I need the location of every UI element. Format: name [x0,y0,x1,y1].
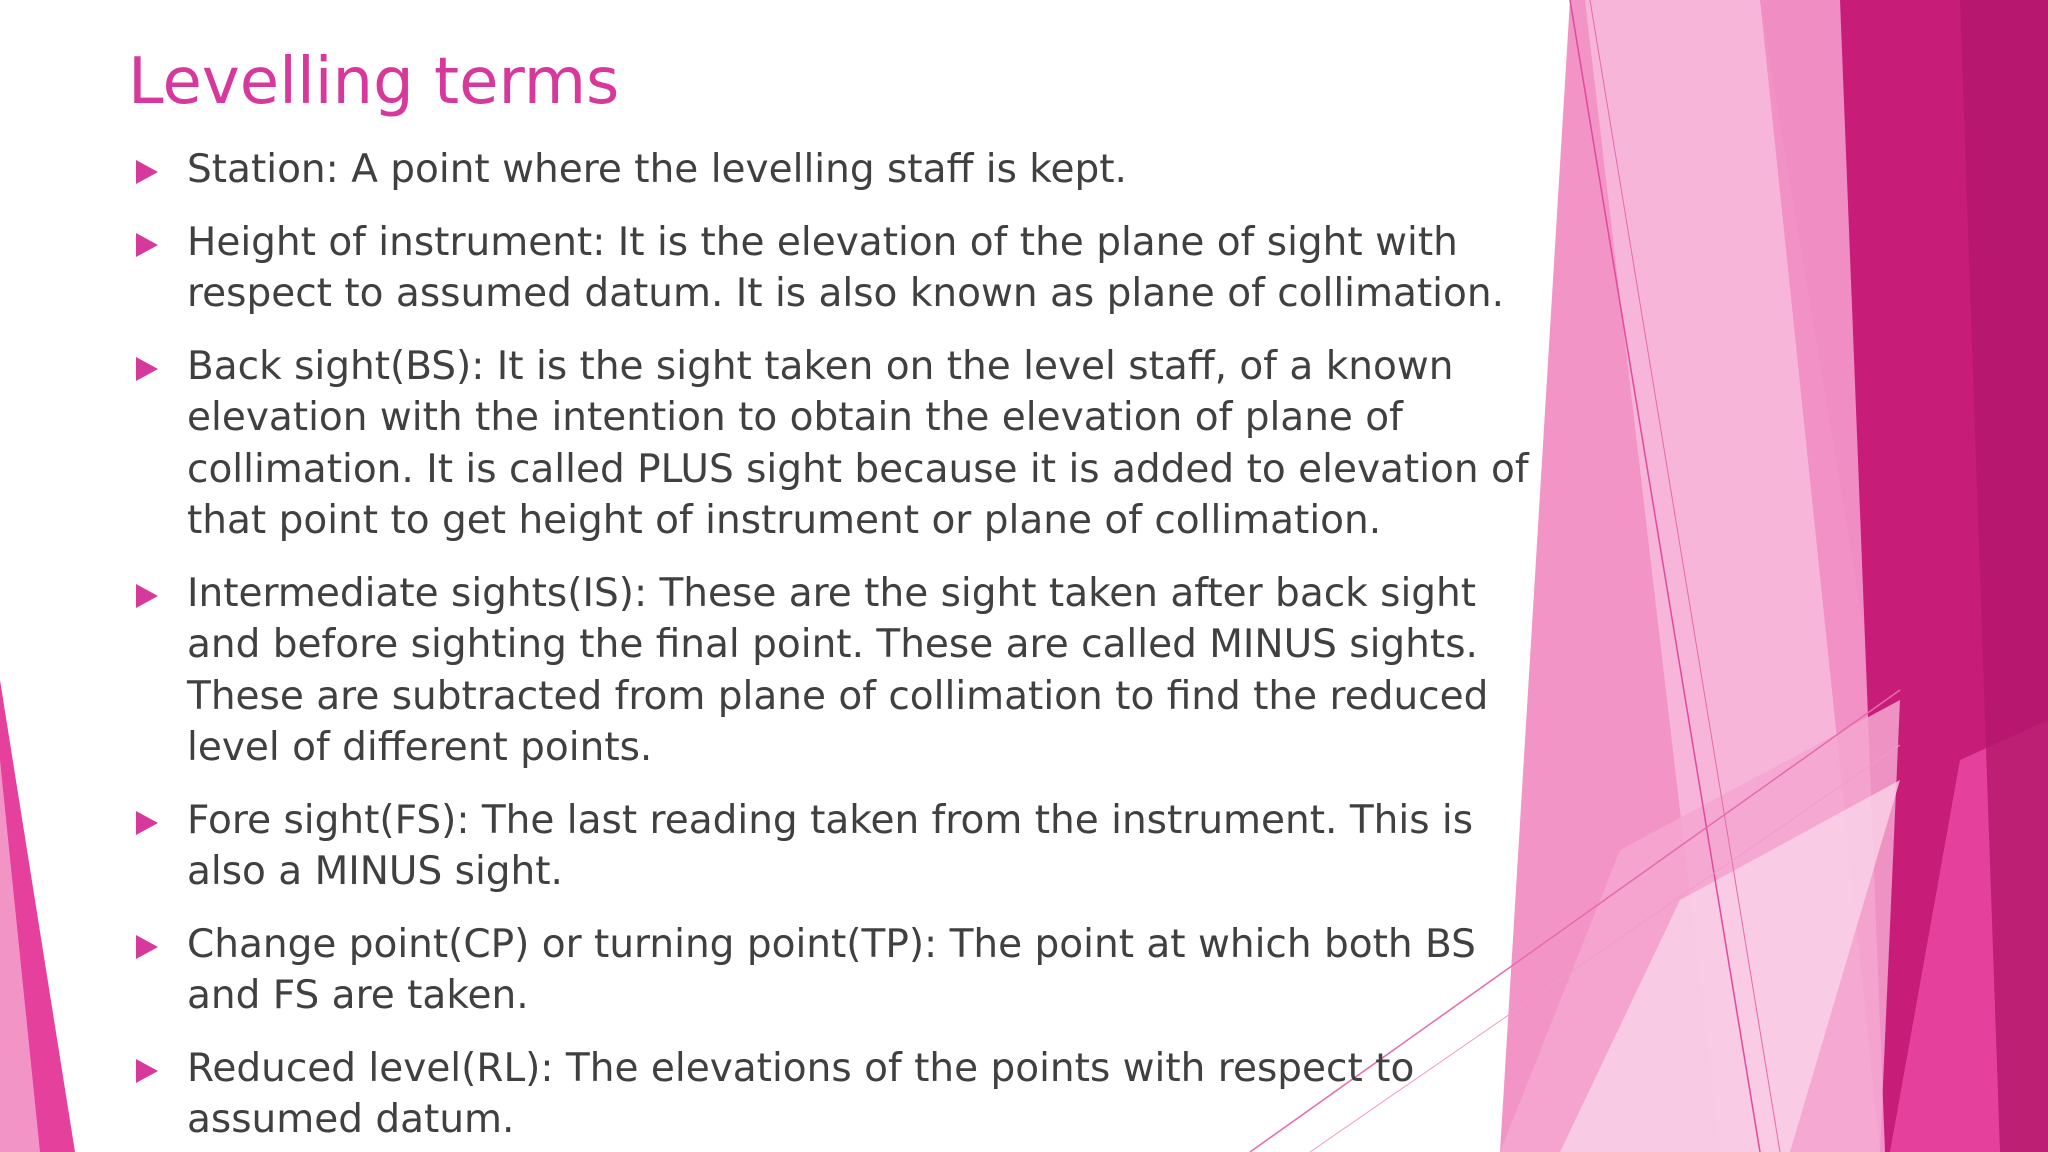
bullet-text: Height of instrument: It is the elevation of the plane of sight with respect to assumed datum. It is also known as plane of collimation. [187,219,1504,316]
bullet-item-height-of-instrument [128,217,1558,320]
bullet-arrow-icon [136,233,158,257]
bullet-item-fore-sight [128,795,1558,898]
bullet-text: Station: A point where the levelling staff is kept. [187,147,1127,192]
bullet-arrow-icon [136,1059,158,1083]
bullet-text: Change point(CP) or turning point(TP): The point at which both BS and FS are taken. [187,921,1476,1018]
bullet-item-intermediate-sights [128,568,1558,774]
bullet-list [128,144,1558,1152]
bullet-text: Reduced level(RL): The elevations of the points with respect to assumed datum. [187,1045,1415,1142]
bullet-item-station [128,144,1558,196]
bullet-item-back-sight [128,341,1558,547]
bullet-text: Fore sight(FS): The last reading taken from the instrument. This is also a MINUS sight. [187,797,1474,894]
bullet-text: Intermediate sights(IS): These are the sight taken after back sight and before sighting the final point. These are called MINUS sights. These are subtracted from plane of collimation to find the reduced level of different points. [187,570,1489,770]
bullet-text: Back sight(BS): It is the sight taken on the level staff, of a known elevation with the intention to obtain the elevation of plane of collimation. It is called PLUS sight because it is added to elevation of that point to get height of instrument or plane of collimation. [187,343,1529,543]
bullet-arrow-icon [136,160,158,184]
bullet-arrow-icon [136,811,158,835]
bullet-arrow-icon [136,357,158,381]
bullet-arrow-icon [136,584,158,608]
bullet-item-reduced-level [128,1043,1558,1146]
bullet-item-change-point [128,919,1558,1022]
bullet-arrow-icon [136,935,158,959]
slide-title: Levelling terms [128,45,620,119]
